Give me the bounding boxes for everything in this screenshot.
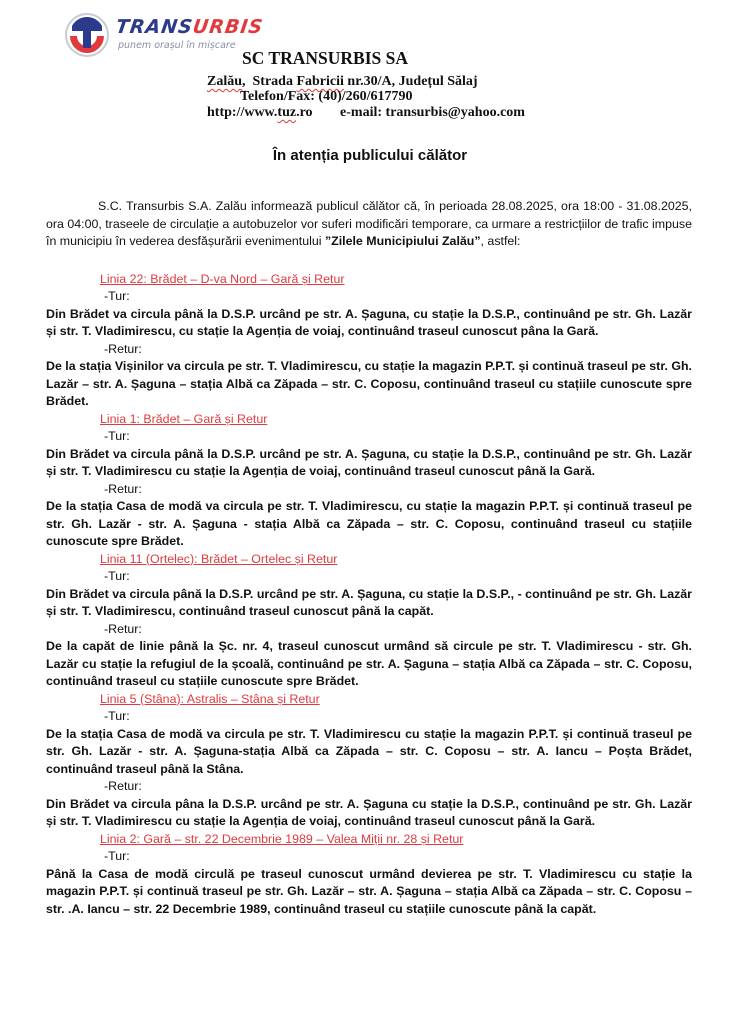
address-fabricii: Fabricii <box>296 74 344 89</box>
tur-text: Din Brădet va circula până la D.S.P. urcând pe str. A. Șaguna, cu stație la D.S.P., continuând pe str. Gh. Lazăr și str. T. Vladimirescu, cu stație la Agenția de voiaj, continuând traseul cunoscut pâna la Gară. <box>46 306 692 338</box>
route-title: Linia 1: Brădet – Gară și Retur <box>100 411 268 426</box>
transurbis-emblem-icon <box>64 12 110 58</box>
route-line-2 <box>46 831 692 919</box>
tur-text: De la stația Casa de modă va circula pe str. T. Vladimirescu cu stație la magazin P.P.T. și continuă traseul pe str. Gh. Lazăr - str. A. Șaguna-stația Albă ca Zăpada – str. C. Coposu – str. A. Iancu – Poșta Brădet, continuând traseul până la Stâna. <box>46 726 692 776</box>
route-line-11 <box>46 551 692 691</box>
tur-label: -Tur: <box>104 709 130 723</box>
route-line-1 <box>46 411 692 551</box>
brand-wordmark <box>114 16 264 38</box>
tur-text: Din Brădet va circula până la D.S.P. urcând pe str. A. Șaguna, cu stație la D.S.P., continuând pe str. Gh. Lazăr și str. T. Vladimirescu cu stație la Agenția de voiaj, continuând traseul cunoscut până la Gară. <box>46 446 692 478</box>
route-line-22 <box>46 271 692 411</box>
route-title: Linia 2: Gară – str. 22 Decembrie 1989 – Valea Miții nr. 28 și Retur <box>100 831 464 846</box>
address-street: Strada <box>252 74 293 89</box>
tur-label: -Tur: <box>104 429 130 443</box>
intro-paragraph <box>46 198 692 251</box>
route-title: Linia 11 (Ortelec): Brădet – Ortelec și Retur <box>100 551 338 566</box>
brand-part-2: URBIS <box>191 16 265 38</box>
address-city: Zalău, <box>207 74 246 89</box>
transurbis-logo <box>64 12 264 62</box>
website-prefix: http://www. <box>207 105 278 120</box>
retur-label: -Retur: <box>104 621 142 636</box>
retur-text: De la stația Vișinilor va circula pe str. T. Vladimirescu, cu stație la magazin P.P.T. și continuă traseul pe str. Gh. Lazăr – str. A. Șaguna – stația Albă ca Zăpada – str. C. Coposu, continuând traseul cu stațiile cunoscute spre Brădet. <box>46 359 692 408</box>
retur-label: -Retur: <box>104 481 142 496</box>
notice-title: În atenția publicului călător <box>272 147 468 164</box>
email-link[interactable]: e-mail: transurbis@yahoo.com <box>340 105 525 120</box>
website-suffix: .ro <box>296 105 313 120</box>
company-name: SC TRANSURBIS SA <box>242 48 408 68</box>
retur-text: De la stația Casa de modă va circula pe str. T. Vladimirescu, cu stație la magazin P.P.T. și continuă traseul pe str. Gh. Lazăr - str. A. Șaguna - stația Albă ca Zăpada – str. C. Coposu, continuând traseul cu stațiile cunoscute spre Brădet. <box>46 499 692 548</box>
retur-text: De la capăt de linie până la Șc. nr. 4, traseul cunoscut urmând să circule pe str. T. Vladimirescu - str. Gh. Lazăr cu stație la refugiul de la școală, continuând pe str. A. Șaguna – stația Albă ca Zăpada – str. C. Coposu, continuând traseul cu stațiile cunoscute spre Brădet. <box>46 639 692 688</box>
retur-label: -Retur: <box>104 341 142 356</box>
event-name: ”Zilele Municipiului Zalău” <box>324 234 481 248</box>
address-rest: nr.30/A, Județul Sălaj <box>347 74 478 89</box>
tur-label: -Tur: <box>104 289 130 303</box>
retur-label: -Retur: <box>104 779 142 793</box>
company-contact <box>207 105 525 121</box>
website-link[interactable] <box>207 105 313 120</box>
intro-end: , astfel: <box>480 234 521 248</box>
tur-label: -Tur: <box>104 569 130 583</box>
notice-body <box>46 198 692 918</box>
retur-text: Din Brădet va circula pâna la D.S.P. urcând pe str. A. Șaguna cu stație la D.S.P., continuând pe str. Gh. Lazăr și str. T. Vladimirescu cu stație la Agenția de voiaj, continuând traseul cunoscut până la Gară. <box>46 796 692 828</box>
company-phone: Telefon/Fax: (40)/260/617790 <box>240 89 413 104</box>
tur-label: -Tur: <box>104 849 130 863</box>
brand-part-1: TRANS <box>114 16 195 38</box>
website-domain: tuz <box>277 105 297 120</box>
route-title: Linia 5 (Stâna): Astralis – Stâna și Retur <box>100 691 320 706</box>
tur-text: Din Brădet va circula până la D.S.P. urcând pe str. A. Șaguna, cu stație la D.S.P., - continuând pe str. Gh. Lazăr și str. T. Vladimirescu, continuând traseul cunoscut până la capăt. <box>46 586 692 618</box>
intro-text: S.C. Transurbis S.A. Zalău informează publicul călător că, în perioada 28.08.2025, ora 18:00 - 31.08.2025, ora 04:00, traseele de circulație a autobuzelor vor suferi modificări temporare, ca urmare a restricțiilor de trafic impuse în municipiu în vederea desfășurării evenimentului <box>46 199 692 248</box>
tur-text: Până la Casa de modă circulă pe traseul cunoscut urmând devierea pe str. T. Vladimirescu cu stație la magazin P.P.T. și continuă traseul pe str. Gh. Lazăr – str. A. Șaguna – stația Albă ca Zăpada – str. C. Coposu – str. .A. Iancu – str. 22 Decembrie 1989, continuând traseul cu stațiile cunoscute până la capăt. <box>46 866 692 916</box>
route-title: Linia 22: Brădet – D-va Nord – Gară și Retur <box>100 271 345 286</box>
brand-tagline: punem orașul în mișcare <box>118 40 236 51</box>
company-address <box>207 74 478 90</box>
route-line-5 <box>46 691 692 831</box>
